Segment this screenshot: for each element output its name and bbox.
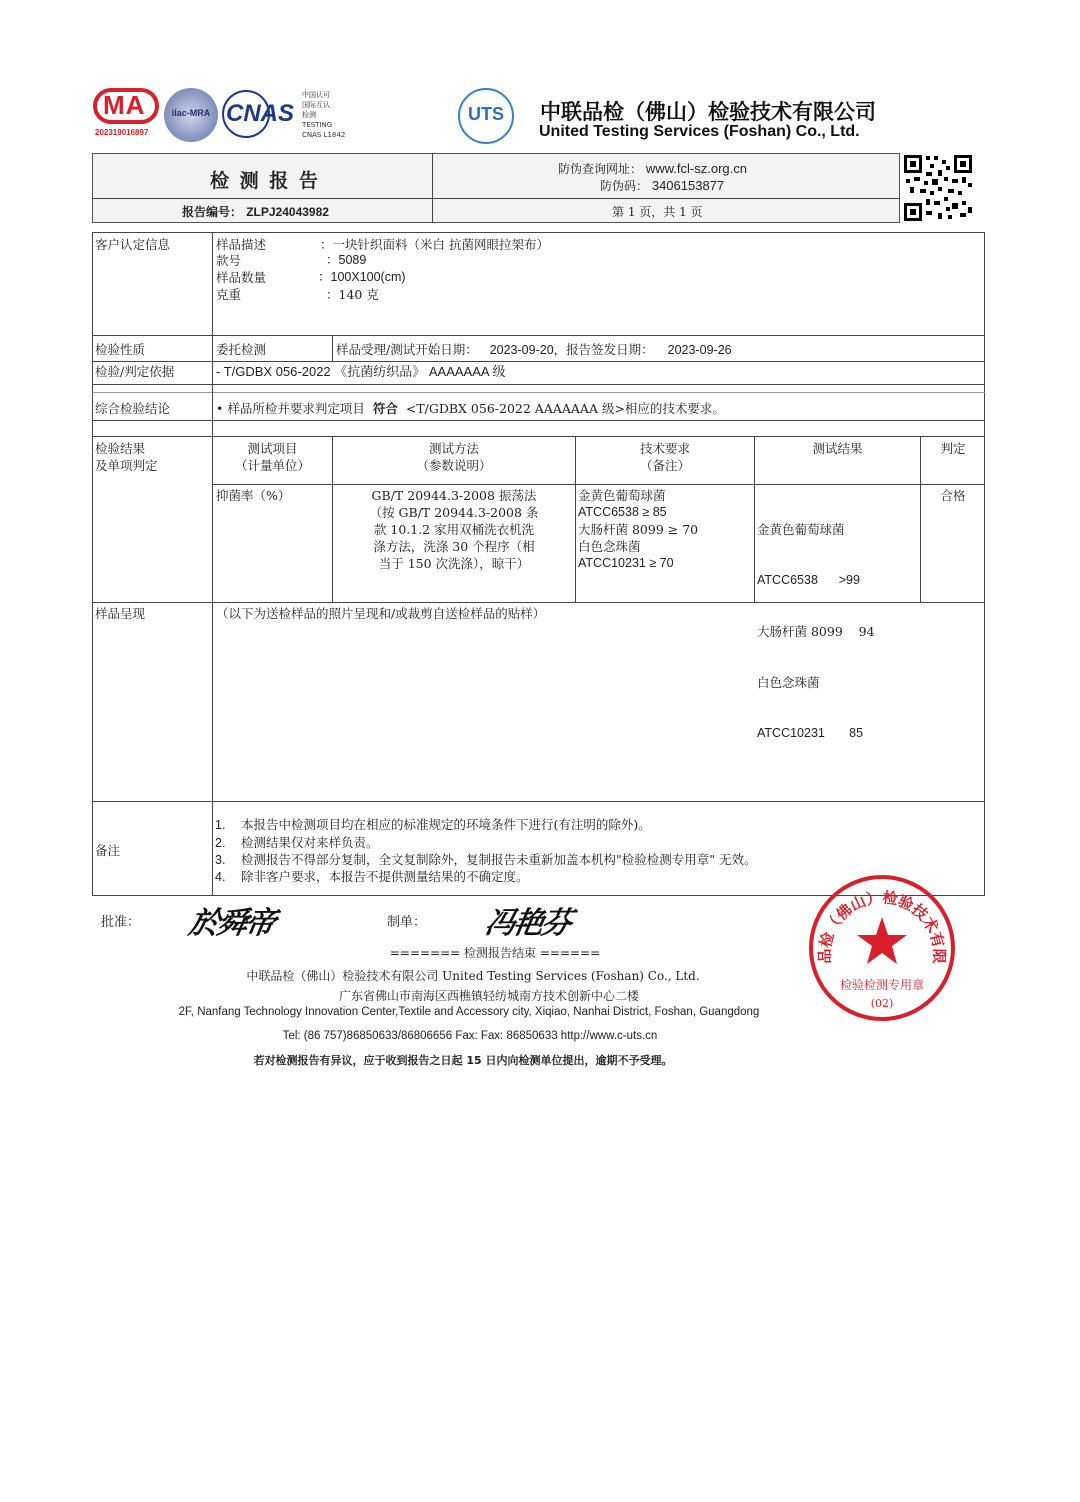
header-requirement [576, 440, 754, 474]
header-method-1: 测试方法 [428, 441, 479, 456]
header-item-2: （计量单位） [234, 458, 310, 473]
cnas-side-3: 检测 [302, 111, 316, 119]
ilac-mark: ilac-MRA [171, 108, 211, 118]
results-label-1: 检验结果 [95, 441, 146, 456]
res-line-4: 白色念珠菌 [757, 675, 820, 690]
anti-fake-code-row [600, 177, 724, 194]
report-title: 检 测 报 告 [210, 170, 320, 192]
nature-label: 检验性质 [95, 342, 146, 357]
uts-logo [458, 88, 514, 144]
remark-1-text: 本报告中检测项目均在相应的标准规定的环境条件下进行(有注明的除外)。 [241, 817, 651, 832]
company-name-cn: 中联品检（佛山）检验技术有限公司 [540, 100, 876, 124]
method-line-3: 款 10.1.2 家用双桶洗衣机洗 [373, 522, 535, 537]
header-req-2: （备注） [639, 458, 690, 473]
result-item: 抑菌率（%） [216, 488, 291, 503]
company-name-en: United Testing Services (Foshan) Co., Ltd. [539, 123, 860, 140]
official-stamp [807, 873, 957, 1023]
remarks-label: 备注 [95, 843, 121, 858]
stamp-code: (02) [870, 997, 894, 1010]
res-line-3: 大肠杆菌 8099 94 [757, 624, 875, 639]
start-date-label: 样品受理/测试开始日期： [336, 342, 478, 357]
req-line-1: 金黄色葡萄球菌 [578, 488, 666, 503]
cnas-side-1: 中国认可 [302, 91, 330, 99]
basis-value: - T/GDBX 056-2022 《抗菌纺织品》 AAAAAAA 级 [216, 364, 506, 379]
client-label-weight: 克重 [216, 287, 242, 302]
req-line-2: ATCC6538 ≥ 85 [578, 505, 667, 519]
nature-value: 委托检测 [216, 342, 267, 357]
ilac-logo [164, 88, 218, 142]
req-line-5: ATCC10231 ≥ 70 [578, 556, 674, 570]
result-requirement [578, 487, 698, 572]
footer-address-en: 2F, Nanfang Technology Innovation Center,Textile and Accessory city, Xiqiao, Nanhai District, Foshan, Guangdong [178, 1006, 760, 1018]
remark-2-num: 2. [215, 836, 226, 850]
stamp-text-bottom: 检验检测专用章 [839, 978, 925, 992]
cnas-mark: CNAS [226, 100, 295, 127]
footer-company: 中联品检（佛山）检验技术有限公司 United Testing Services (Foshan) Co., Ltd. [246, 969, 700, 983]
sample-note: （以下为送检样品的照片呈现和/或裁剪自送检样品的贴样） [216, 606, 546, 621]
prepare-signature: 冯艳芬 [482, 906, 573, 941]
conclusion-verdict: 符合 [372, 401, 398, 416]
res-line-1: 金黄色葡萄球菌 [757, 522, 845, 537]
results-label-2: 及单项判定 [95, 458, 158, 473]
client-label-qty: 样品数量 [216, 270, 267, 285]
client-label-style: 款号 [216, 253, 242, 268]
query-label: 防伪查询网址： [558, 162, 643, 176]
approve-signature: 於舜帝 [186, 906, 277, 941]
req-line-3: 大肠杆菌 8099 ≥ 70 [578, 522, 699, 537]
remark-4-text: 除非客户要求，本报告不提供测量结果的不确定度。 [241, 869, 529, 884]
cma-code: 202319016897 [95, 128, 149, 137]
approve-label: 批准： [101, 915, 141, 930]
remark-1-num: 1. [215, 818, 226, 832]
start-date: 2023-09-20 [489, 343, 554, 357]
conclusion-suffix: <T/GDBX 056-2022 AAAAAAA 级>相应的技术要求。 [405, 401, 725, 416]
cma-mark: MA [103, 90, 146, 120]
conclusion-text [216, 400, 725, 417]
nature-dates [336, 341, 732, 359]
cnas-side-text [302, 90, 362, 142]
method-line-5: 当于 150 次洗涤），晾干） [378, 556, 530, 571]
client-value-style: ：5089 [326, 253, 367, 267]
method-line-4: 涤方法，洗涤 30 个程序（相 [373, 539, 535, 554]
conclusion-prefix: • 样品所检并要求判定项目 [216, 401, 365, 416]
report-number-label: 报告编号： [182, 205, 243, 219]
report-number-row [182, 203, 329, 220]
req-line-4: 白色念珠菌 [578, 539, 641, 554]
cnas-logo [222, 90, 302, 138]
remark-2 [215, 834, 379, 852]
report-end-line: ======= 检测报告结束 ====== [389, 946, 601, 960]
header-item-1: 测试项目 [247, 441, 298, 456]
cnas-side-5: CNAS L1842 [302, 131, 346, 139]
header-judge-1: 判定 [940, 441, 966, 456]
result-values [757, 487, 875, 759]
cma-logo [93, 88, 161, 138]
sample-label: 样品呈现 [95, 606, 146, 621]
header-result [755, 440, 920, 457]
footer-contact: Tel: (86 757)86850633/86806656 Fax: Fax: 86850633 http://www.c-uts.cn [282, 1030, 658, 1042]
client-value-weight: ：140 克 [326, 287, 379, 302]
prepare-label: 制单： [387, 915, 427, 930]
conclusion-label: 综合检验结论 [95, 401, 171, 416]
issue-date-label: ，报告签发日期： [553, 342, 654, 357]
report-number: ZLPJ24043982 [246, 205, 329, 219]
method-line-1: GB/T 20944.3-2008 振荡法 [371, 488, 537, 503]
code-value: 3406153877 [651, 178, 725, 193]
code-label: 防伪码： [600, 179, 649, 193]
query-url-row [558, 160, 747, 177]
header-item [213, 440, 332, 474]
header-req-1: 技术要求 [639, 441, 690, 456]
cnas-side-4: TESTING [302, 121, 333, 129]
header-result-1: 测试结果 [812, 441, 863, 456]
remark-3 [215, 851, 756, 869]
remark-1 [215, 816, 651, 834]
cnas-side-2: 国际互认 [302, 101, 330, 109]
client-value-desc: ：一块针织面料（米白 抗菌网眼拉架布） [320, 237, 549, 252]
header-method-2: （参数说明） [416, 458, 492, 473]
header-method [333, 440, 575, 474]
res-line-5: ATCC10231 85 [757, 726, 864, 740]
footer-address-cn: 广东省佛山市南海区西樵镇轻纺城南方技术创新中心二楼 [338, 989, 639, 1003]
remark-3-text: 检测报告不得部分复制，全文复制除外，复制报告未重新加盖本机构"检验检测专用章" 无效。 [241, 852, 757, 867]
stamp-text-top: 品检（佛山）检验技术有限 [815, 888, 949, 964]
issue-date: 2023-09-26 [667, 343, 732, 357]
basis-label: 检验/判定依据 [95, 364, 175, 379]
query-url: www.fcl-sz.org.cn [645, 161, 747, 176]
footer-notice: 若对检测报告有异议，应于收到报告之日起 15 日内向检测单位提出，逾期不予受理。 [253, 1054, 673, 1067]
res-line-2: ATCC6538 >99 [757, 573, 860, 587]
remark-4 [215, 868, 529, 886]
client-section-label: 客户认定信息 [95, 237, 171, 252]
result-method [335, 487, 573, 572]
uts-mark: UTS [468, 104, 504, 124]
remark-3-num: 3. [215, 853, 226, 867]
remark-2-text: 检测结果仅对来样负责。 [241, 835, 379, 850]
client-label-desc: 样品描述 [216, 237, 267, 252]
qr-code-icon [902, 153, 974, 223]
client-value-qty: ：100X100(cm) [318, 270, 406, 284]
page-info: 第 1 页，共 1 页 [612, 205, 703, 219]
header-judgement [921, 440, 985, 457]
result-judgement: 合格 [940, 488, 966, 503]
remark-4-num: 4. [215, 870, 226, 884]
method-line-2: （按 GB/T 20944.3-2008 条 [369, 505, 539, 520]
